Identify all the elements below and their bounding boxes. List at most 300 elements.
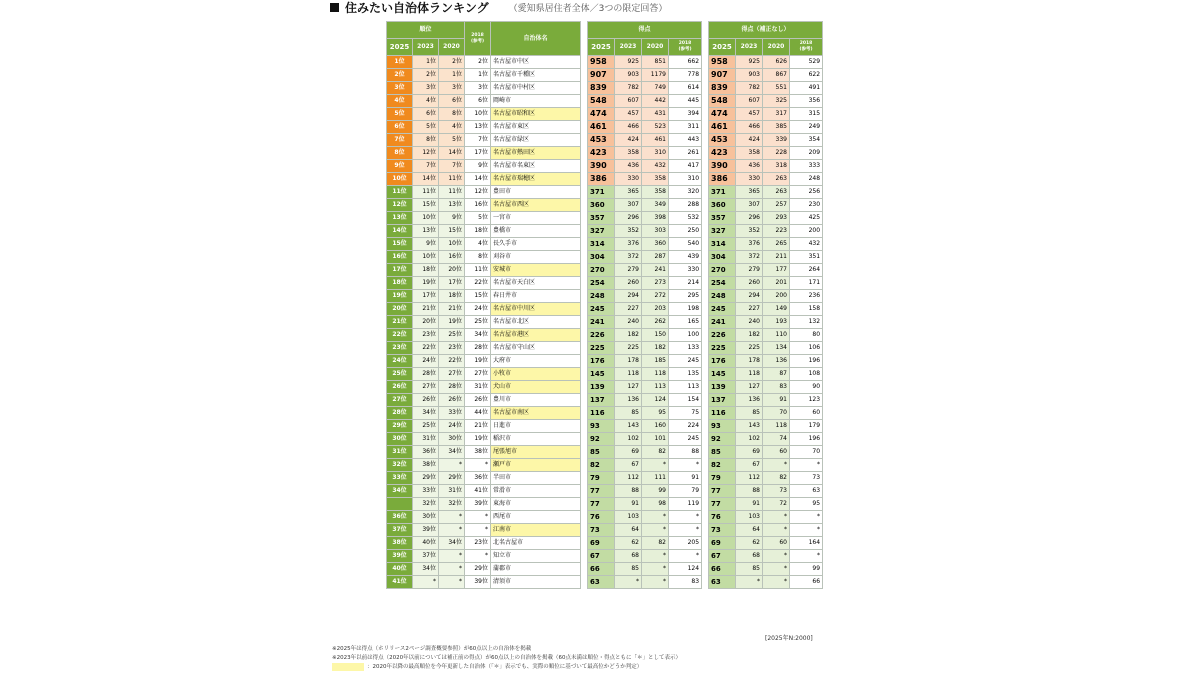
table-row [588,459,702,472]
rank-2023: 29位 [413,472,439,485]
score-2020: 98 [642,498,669,511]
score-nc-2018: 333 [790,160,823,173]
score-2023: 903 [615,69,642,82]
score-nc-2020: 265 [763,238,790,251]
rank-2020: * [439,576,465,589]
municipality-name: 半田市 [491,472,581,485]
rank-2025: 41位 [387,576,413,589]
table-row [588,381,702,394]
score-2023: 88 [615,485,642,498]
rank-2025: 34位 [387,485,413,498]
rank-2020: * [439,511,465,524]
municipality-name: 名古屋市緑区 [491,134,581,147]
rank-2018: 18位 [465,225,491,238]
score-2018: 135 [669,368,702,381]
table-row [387,446,581,459]
rank-2018: 10位 [465,108,491,121]
municipality-name: 豊川市 [491,394,581,407]
rank-2020: 29位 [439,472,465,485]
score-nc-2020: 110 [763,329,790,342]
score-nc-2023: 279 [736,264,763,277]
municipality-name: 江南市 [491,524,581,537]
score-2020: 150 [642,329,669,342]
score-nc-2023: * [736,576,763,589]
rank-2023: 20位 [413,316,439,329]
table-row [588,186,702,199]
score-nc-2018: 106 [790,342,823,355]
rank-2025-header: 2025 [387,39,413,56]
score-nc-2023: 69 [736,446,763,459]
score-nc-2025: 85 [709,446,736,459]
municipality-name: 大府市 [491,355,581,368]
score-nc-2023: 424 [736,134,763,147]
municipality-name: 豊田市 [491,186,581,199]
table-row [387,186,581,199]
municipality-name: 瀬戸市 [491,459,581,472]
score-2020: 124 [642,394,669,407]
rank-2023: 3位 [413,82,439,95]
score-2018: 79 [669,485,702,498]
score-nc-2023: 85 [736,407,763,420]
score-2025: 116 [588,407,615,420]
table-row [387,173,581,186]
rank-2020: 23位 [439,342,465,355]
score-nc-2025: 304 [709,251,736,264]
rank-2020: * [439,524,465,537]
score-2025: 304 [588,251,615,264]
table-row [588,446,702,459]
rank-2025: 6位 [387,121,413,134]
municipality-name: 名古屋市北区 [491,316,581,329]
rank-2025: 3位 [387,82,413,95]
table-row [588,316,702,329]
municipality-name: 東海市 [491,498,581,511]
score-2023: 457 [615,108,642,121]
table-row [588,329,702,342]
rank-2020: 30位 [439,433,465,446]
score-2020: 262 [642,316,669,329]
score-nc-2018: 196 [790,433,823,446]
rank-2023: 21位 [413,303,439,316]
table-row [588,524,702,537]
score-nc-2018: 108 [790,368,823,381]
municipality-name: 名古屋市守山区 [491,342,581,355]
score-2020: 82 [642,446,669,459]
note-3-text: ：2020年以降の最高順位を今年更新した自治体（「＊」表示でも、実際の順位に基づいて最高位かどうか判定） [367,664,643,670]
score-2018: * [669,459,702,472]
score-2025: 139 [588,381,615,394]
score-2025: 371 [588,186,615,199]
score-2025: 73 [588,524,615,537]
rank-2018: * [465,524,491,537]
rank-2018: 1位 [465,69,491,82]
score-nc-2020: 134 [763,342,790,355]
municipality-name: 長久手市 [491,238,581,251]
table-row [387,251,581,264]
table-row [709,56,823,69]
rank-2020: 8位 [439,108,465,121]
rank-2020: 34位 [439,537,465,550]
table-row [588,264,702,277]
rank-2025: 4位 [387,95,413,108]
table-row [588,160,702,173]
score-nc-2025: 386 [709,173,736,186]
rank-2018: 31位 [465,381,491,394]
score-2023: 62 [615,537,642,550]
table-row [387,303,581,316]
rank-2020: 10位 [439,238,465,251]
score-header: 得点 [588,22,702,39]
score-2025: 241 [588,316,615,329]
rank-2018: 8位 [465,251,491,264]
score-2018: 662 [669,56,702,69]
score-nc-2025: 907 [709,69,736,82]
rank-2018: 25位 [465,316,491,329]
score-nc-2020: * [763,511,790,524]
score-2020: * [642,563,669,576]
score-2023: 112 [615,472,642,485]
score-2018: 205 [669,537,702,550]
municipality-name: 一宮市 [491,212,581,225]
rank-2018: 19位 [465,433,491,446]
score-nc-2020: 339 [763,134,790,147]
score-2018: 320 [669,186,702,199]
table-row [709,329,823,342]
rank-2023: 12位 [413,147,439,160]
score-2023: 330 [615,173,642,186]
score-nc-2025: 79 [709,472,736,485]
municipality-name: 稲沢市 [491,433,581,446]
score-nc-2025: 314 [709,238,736,251]
table-row [709,251,823,264]
score-nc-2020: 211 [763,251,790,264]
table-row [387,524,581,537]
score-2020: 310 [642,147,669,160]
score-2020: * [642,459,669,472]
municipality-name: 日進市 [491,420,581,433]
score-2018: 198 [669,303,702,316]
municipality-name: 北名古屋市 [491,537,581,550]
rank-2018: * [465,511,491,524]
municipality-name: 名古屋市港区 [491,329,581,342]
table-row [387,121,581,134]
score-2023: 376 [615,238,642,251]
rank-2020: 27位 [439,368,465,381]
score-2020: * [642,524,669,537]
score-2018: 443 [669,134,702,147]
table-row [387,511,581,524]
rank-2018: 12位 [465,186,491,199]
score-2025: 137 [588,394,615,407]
score-2018: 154 [669,394,702,407]
score-nc-2020: 325 [763,95,790,108]
municipality-name: 名古屋市千種区 [491,69,581,82]
table-row [588,238,702,251]
table-row [387,563,581,576]
score-nc-2018: 622 [790,69,823,82]
score-2018: 778 [669,69,702,82]
table-row [588,498,702,511]
score-2018: 445 [669,95,702,108]
score-nc-2020: 257 [763,199,790,212]
rank-2018: 17位 [465,147,491,160]
rank-2020: 15位 [439,225,465,238]
table-row [709,199,823,212]
rank-2025: 10位 [387,173,413,186]
score-2025: 839 [588,82,615,95]
score-2020: 432 [642,160,669,173]
rank-2020: 26位 [439,394,465,407]
table-row [588,433,702,446]
score-nc-2023: 178 [736,355,763,368]
rank-2018: * [465,550,491,563]
score-nc-2023: 227 [736,303,763,316]
score-2025-header: 2025 [588,39,615,56]
score-2020: 241 [642,264,669,277]
rank-2018: 2位 [465,56,491,69]
table-row [387,433,581,446]
score-2018: 330 [669,264,702,277]
score-nc-2025: 82 [709,459,736,472]
score-nc-2023: 365 [736,186,763,199]
rank-2020: * [439,550,465,563]
score-2023: 372 [615,251,642,264]
score-2023: 136 [615,394,642,407]
score-nc-2025-header: 2025 [709,39,736,56]
score-nc-2023: 294 [736,290,763,303]
score-nc-2020: 177 [763,264,790,277]
table-row [709,381,823,394]
rank-2025: 40位 [387,563,413,576]
rank-2018: 9位 [465,160,491,173]
table-row [387,407,581,420]
score-nc-2020: 626 [763,56,790,69]
rank-2018: 23位 [465,537,491,550]
score-nc-2018: 60 [790,407,823,420]
municipality-name: 名古屋市中区 [491,56,581,69]
table-row [387,212,581,225]
score-nc-2023: 85 [736,563,763,576]
score-nc-2025: 360 [709,199,736,212]
municipality-name: 名古屋市昭和区 [491,108,581,121]
score-nc-2018: 230 [790,199,823,212]
table-row [709,173,823,186]
rank-2020: 11位 [439,186,465,199]
municipality-name: 名古屋市中川区 [491,303,581,316]
score-nc-2023: 64 [736,524,763,537]
table-row [709,82,823,95]
table-row [709,498,823,511]
score-nc-2018: 256 [790,186,823,199]
score-2023: 279 [615,264,642,277]
table-row [387,394,581,407]
score-nc-2023: 102 [736,433,763,446]
score-2018: 75 [669,407,702,420]
score-nc-2025: 225 [709,342,736,355]
table-row [588,355,702,368]
score-nc-2025: 63 [709,576,736,589]
rank-2025: 13位 [387,212,413,225]
table-row [709,433,823,446]
score-2025: 360 [588,199,615,212]
score-nc-2025: 839 [709,82,736,95]
table-row [709,238,823,251]
score-2023: 85 [615,407,642,420]
rank-2018: 24位 [465,303,491,316]
table-row [588,342,702,355]
rank-2020: 22位 [439,355,465,368]
score-2020: 851 [642,56,669,69]
score-nc-2018: 171 [790,277,823,290]
municipality-name: 西尾市 [491,511,581,524]
score-nc-2023: 88 [736,485,763,498]
score-2018: * [669,511,702,524]
score-nc-2025: 76 [709,511,736,524]
score-2023: 178 [615,355,642,368]
score-nc-2025: 77 [709,485,736,498]
rank-2020: 9位 [439,212,465,225]
score-nc-2018: 425 [790,212,823,225]
rank-2018: 36位 [465,472,491,485]
score-2023: 64 [615,524,642,537]
table-row [588,134,702,147]
score-nc-2023-header: 2023 [736,39,763,56]
table-row [588,563,702,576]
score-2025: 907 [588,69,615,82]
score-2025: 85 [588,446,615,459]
rank-2025: 25位 [387,368,413,381]
table-row [709,95,823,108]
score-nc-2020: 223 [763,225,790,238]
score-2020: 358 [642,173,669,186]
score-nc-2023: 182 [736,329,763,342]
table-row [588,199,702,212]
municipality-name: 岡崎市 [491,95,581,108]
table-row [387,342,581,355]
score-2020: 101 [642,433,669,446]
score-2020: 431 [642,108,669,121]
score-nc-2020: 87 [763,368,790,381]
rank-2023: 31位 [413,433,439,446]
score-2018: 311 [669,121,702,134]
table-row [709,550,823,563]
score-nc-2023: 352 [736,225,763,238]
score-2020: 182 [642,342,669,355]
rank-2023: 36位 [413,446,439,459]
rank-2023: 6位 [413,108,439,121]
rank-2020: 14位 [439,147,465,160]
score-nc-2025: 357 [709,212,736,225]
rank-2018-header: 2018 (参考) [465,22,491,56]
score-2023-header: 2023 [615,39,642,56]
rank-2023: 22位 [413,342,439,355]
score-nc-2018: 236 [790,290,823,303]
rank-2025: 1位 [387,56,413,69]
score-2020: 461 [642,134,669,147]
score-nc-2025: 92 [709,433,736,446]
score-nc-2020: 118 [763,420,790,433]
score-nc-2023: 296 [736,212,763,225]
table-row [387,329,581,342]
rank-2023: 13位 [413,225,439,238]
score-nc-2020: 60 [763,537,790,550]
score-2023: 67 [615,459,642,472]
table-row [709,485,823,498]
score-2023: 143 [615,420,642,433]
score-nc-2020: * [763,576,790,589]
score-nc-2018: 73 [790,472,823,485]
rank-2023: 1位 [413,56,439,69]
rank-header: 順位 [387,22,465,39]
score-2023: 607 [615,95,642,108]
score-table [587,21,702,589]
score-2025: 453 [588,134,615,147]
score-2025: 386 [588,173,615,186]
score-nc-2018: 179 [790,420,823,433]
sample-size-label: [2025年N:2000] [765,635,813,642]
score-nc-2020: 73 [763,485,790,498]
table-row [588,472,702,485]
table-row [709,160,823,173]
rank-2025: 24位 [387,355,413,368]
rank-2025: 30位 [387,433,413,446]
score-2025: 176 [588,355,615,368]
score-nc-2018: 80 [790,329,823,342]
score-2020: 287 [642,251,669,264]
rank-2023: 30位 [413,511,439,524]
rank-2023: 25位 [413,420,439,433]
score-2023: 102 [615,433,642,446]
rank-2023: 14位 [413,173,439,186]
score-2018: * [669,524,702,537]
score-2020: 272 [642,290,669,303]
rank-2025: 8位 [387,147,413,160]
rank-2020: 6位 [439,95,465,108]
score-nc-2023: 112 [736,472,763,485]
note-1: ※2025年は得点（ホリリース2ページ調査概要参照）が60点以上の自治体を掲載 [332,646,532,652]
score-nc-2020: 317 [763,108,790,121]
score-2025: 958 [588,56,615,69]
table-row [387,355,581,368]
score-nc-2020: 82 [763,472,790,485]
table-row [588,394,702,407]
rank-2018: 28位 [465,342,491,355]
rank-2020: 31位 [439,485,465,498]
table-row [709,472,823,485]
score-nc-2020-header: 2020 [763,39,790,56]
score-2025: 270 [588,264,615,277]
rank-2018: 3位 [465,82,491,95]
score-2020: 398 [642,212,669,225]
score-nc-2020: * [763,550,790,563]
score-nc-2023: 607 [736,95,763,108]
score-2023: 307 [615,199,642,212]
score-nc-2018: 249 [790,121,823,134]
rank-2025: 17位 [387,264,413,277]
score-nc-2023: 466 [736,121,763,134]
score-2020: 203 [642,303,669,316]
rank-2020: 21位 [439,303,465,316]
table-row [709,576,823,589]
rank-2025: 20位 [387,303,413,316]
score-2023: 91 [615,498,642,511]
municipality-name: 名古屋市名東区 [491,160,581,173]
score-nc-2018: 264 [790,264,823,277]
name-header: 自治体名 [491,22,581,56]
table-row [709,394,823,407]
score-nc-2020: 867 [763,69,790,82]
score-2020: 303 [642,225,669,238]
